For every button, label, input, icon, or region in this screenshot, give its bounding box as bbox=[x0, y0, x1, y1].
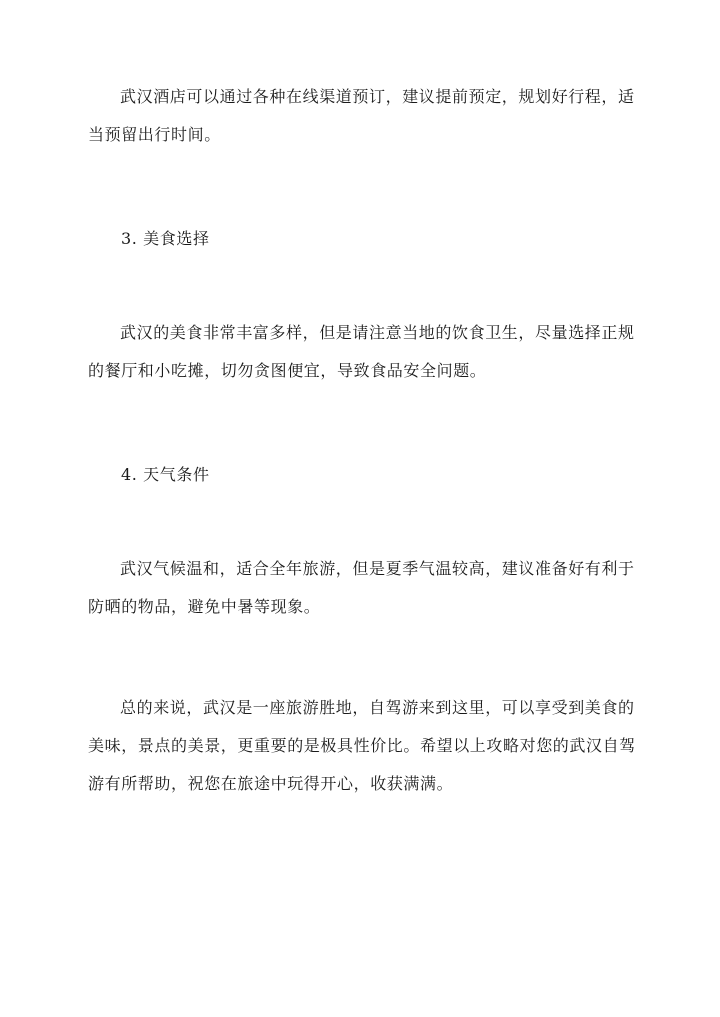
paragraph-food: 武汉的美食非常丰富多样，但是请注意当地的饮食卫生，尽量选择正规的餐厅和小吃摊，切勿贪图便宜，导致食品安全问题。 bbox=[88, 323, 635, 380]
heading-food: 3. 美食选择 bbox=[121, 229, 210, 248]
paragraph-hotels: 武汉酒店可以通过各种在线渠道预订，建议提前预定，规划好行程，适当预留出行时间。 bbox=[88, 87, 635, 144]
paragraph-weather: 武汉气候温和，适合全年旅游，但是夏季气温较高，建议准备好有利于防晒的物品，避免中暑等现象。 bbox=[88, 559, 635, 616]
paragraph-conclusion: 总的来说，武汉是一座旅游胜地，自驾游来到这里，可以享受到美食的美味，景点的美景，更重要的是极具性价比。希望以上攻略对您的武汉自驾游有所帮助，祝您在旅途中玩得开心，收获满满。 bbox=[88, 698, 636, 793]
heading-weather: 4. 天气条件 bbox=[121, 465, 210, 484]
